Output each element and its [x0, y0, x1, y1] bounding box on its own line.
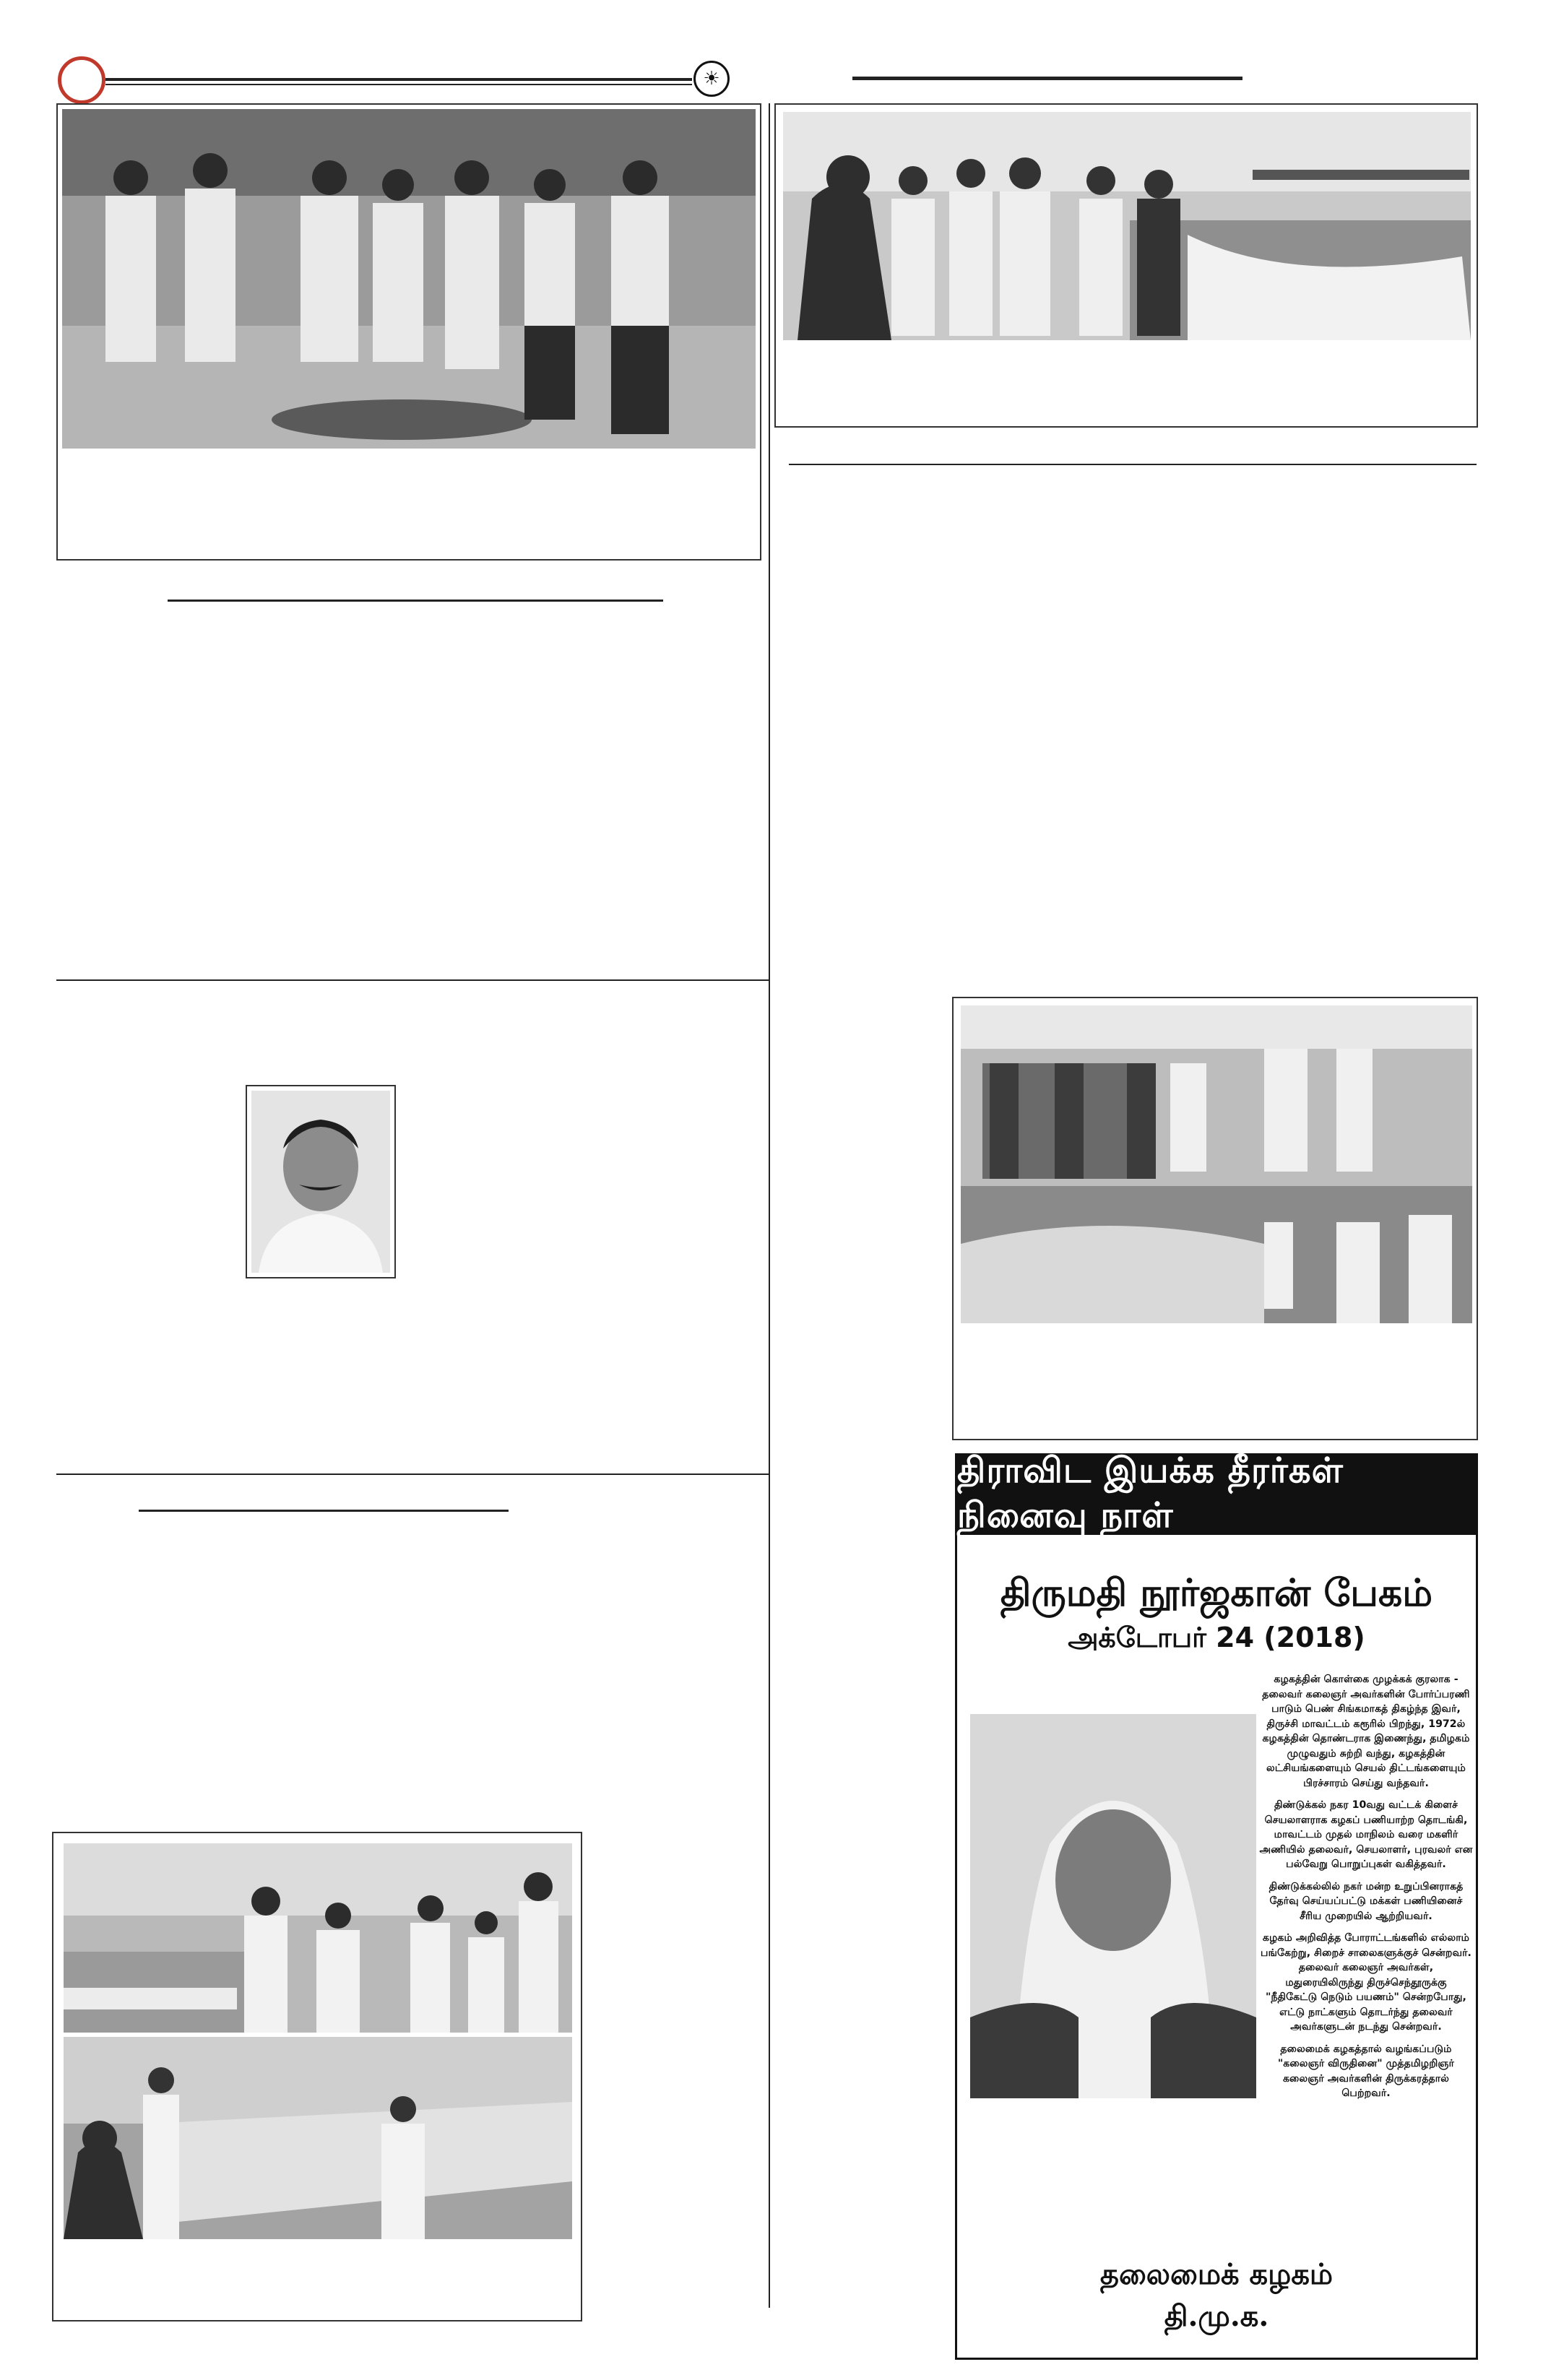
memorial-portrait-graphic [970, 1714, 1256, 2098]
memorial-bio-paragraph: கழகம் அறிவித்த போராட்டங்களில் எல்லாம் பங்கேற்று, சிறைச் சாலைகளுக்குச் சென்றவர். தலைவர் கலைஞர் அவர்கள், மதுரையிலிருந்து திருச்செந்தூருக்கு "நீதிகேட்டு நெடும் பயணம்" சென்றபோது, எட்டு நாட்களும் தொடர்ந்து தலைவர் அவர்களுடன் நடந்து சென்றவர். [1261, 1932, 1471, 2033]
memorial-biography [1259, 1672, 1473, 2108]
photo-bridge-inspection-top [64, 1843, 572, 2033]
memorial-date: அக்டோபர் 24 (2018) [1068, 1622, 1365, 1653]
photo-frame-river-inspection [774, 103, 1478, 428]
photo-bridge-inspection-bottom [64, 2037, 572, 2239]
left-headline-rule [168, 600, 663, 602]
photo-frame-dam-inspection [952, 997, 1478, 1440]
right-headline-rule [789, 464, 1477, 465]
memorial-signature-line-2: தி.மு.க. [1164, 2299, 1269, 2333]
photo-bridge-inspection-bottom-graphic [64, 2037, 572, 2239]
photo-frame-road-inspection [56, 103, 761, 561]
photo-river-inspection-graphic [783, 112, 1471, 340]
memorial-signature-line-1: தலைமைக் கழகம் [1099, 2257, 1334, 2291]
memorial-notice [955, 1450, 1478, 2360]
masthead-rule-thin [105, 84, 692, 85]
masthead-rule [105, 78, 692, 81]
memorial-bio-paragraph: திண்டுக்கல்லில் நகர் மன்ற உறுப்பினராகத் தேர்வு செய்யப்பட்டு மக்கள் பணியினைச் சீரிய முறையில் ஆற்றியவர். [1268, 1880, 1464, 1922]
rising-sun-emblem-icon: ☀ [693, 61, 730, 97]
memorial-banner: திராவிட இயக்க தீரர்கள் நினைவு நாள் [957, 1455, 1476, 1535]
photo-river-inspection [783, 112, 1471, 340]
right-header-rule [852, 77, 1242, 80]
memorial-portrait [970, 1714, 1256, 2098]
memorial-bio-paragraph: கழகத்தின் கொள்கை முழக்கக் குரலாக - தலைவர் கலைஞர் அவர்களின் போர்ப்பரணி பாடும் பெண் சிங்கமாகத் திகழ்ந்த இவர், திருச்சி மாவட்டம் கரூரில் பிறந்து, 1972ல் கழகத்தின் தொண்டராக இணைந்து, தமிழகம் முழுவதும் சுற்றி வந்து, கழகத்தின் லட்சியங்களையும் செயல் திட்டங்களையும் பிரச்சாரம் செய்து வந்தவர். [1262, 1674, 1470, 1789]
column-divider [769, 103, 770, 2308]
photo-road-inspection-graphic [62, 109, 756, 449]
photo-dam-inspection-graphic [961, 1005, 1472, 1323]
portrait-frame [246, 1085, 396, 1278]
memorial-name: திருமதி நூர்ஜகான் பேகம் [1000, 1571, 1433, 1615]
memorial-bio-paragraph: திண்டுக்கல் நகர 10வது வட்டக் கிளைச் செயலாளராக கழகப் பணியாற்ற தொடங்கி, மாவட்டம் முதல் மாநிலம் வரை மகளிர் அணியில் தலைவர், செயலாளர், புரவலர் என பல்வேறு பொறுப்புகள் வகித்தவர். [1259, 1799, 1473, 1870]
photo-dam-inspection [961, 1005, 1472, 1323]
photo-frame-bridge-inspection [52, 1832, 582, 2321]
left-section-divider-1 [56, 979, 769, 981]
portrait-graphic [251, 1091, 390, 1273]
photo-bridge-inspection-top-graphic [64, 1843, 572, 2033]
photo-road-inspection [62, 109, 756, 449]
memorial-bio-paragraph: தலைமைக் கழகத்தால் வழங்கப்படும் "கலைஞர் விருதினை" முத்தமிழறிஞர் கலைஞர் அவர்களின் திருக்கரத்தால் பெற்றவர். [1277, 2043, 1455, 2099]
masthead-logo-circle [58, 56, 105, 104]
portrait-photo [251, 1091, 390, 1273]
left-section-divider-2 [56, 1474, 769, 1475]
left-headline-rule-2 [139, 1510, 509, 1512]
